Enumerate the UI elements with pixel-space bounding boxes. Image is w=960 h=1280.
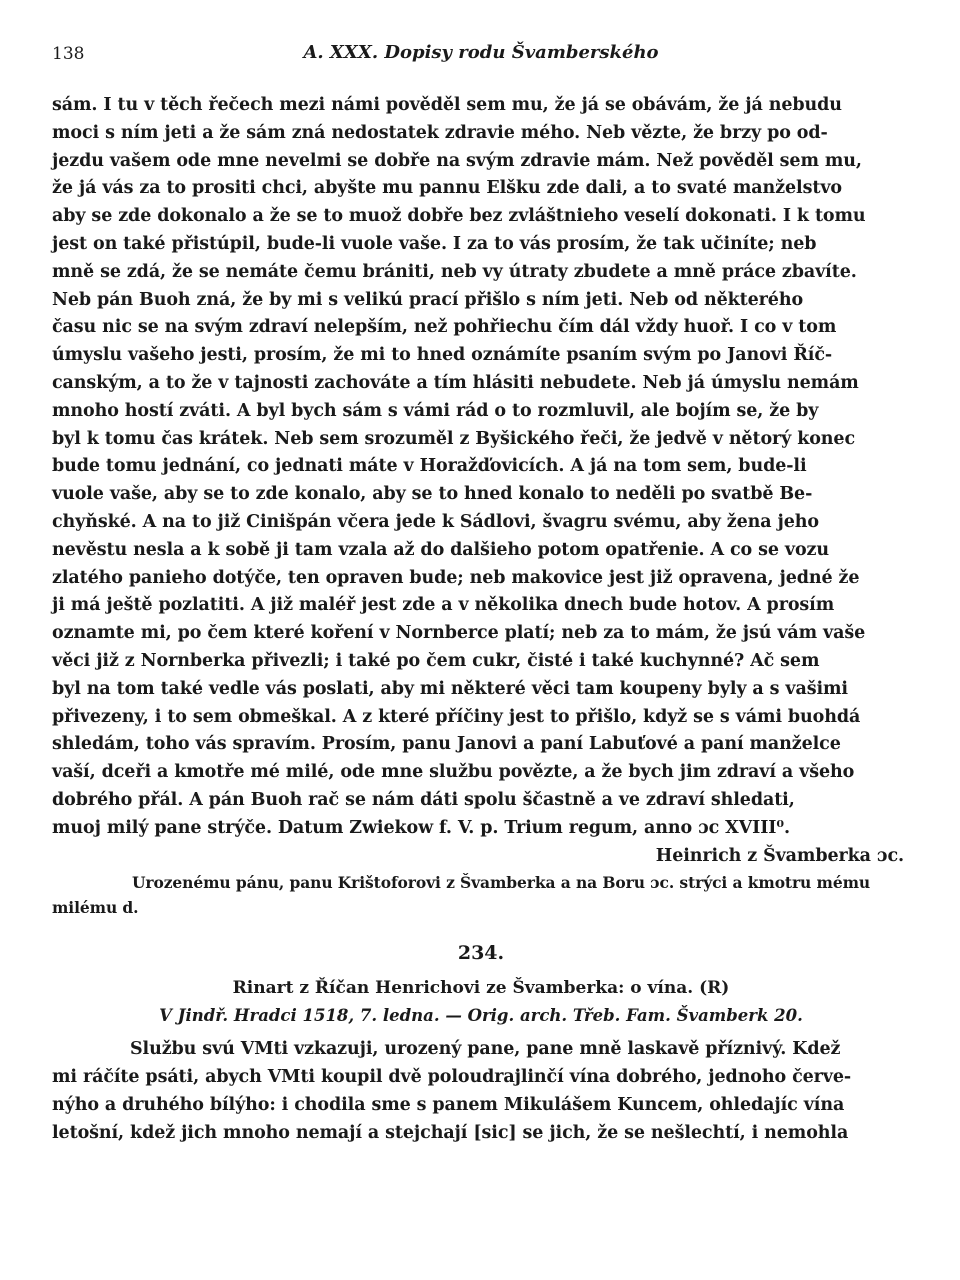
text-line: zlatého panieho dotýče, ten opraven bude; neb makovice jest již opravena, jedné že [52,567,860,588]
text-line: jezdu vašem ode mne nevelmi se dobře na svým zdravie mám. Než pověděl sem mu, [52,150,862,171]
text-line: canským, a to že v tajnosti zachováte a tím hlásiti nebudete. Neb já úmyslu nemám [52,372,859,393]
page-header [52,40,910,74]
text-line: aby se zde dokonalo a že se to muož dobře bez zvláštnieho veselí dokonati. I k tomu [52,206,866,227]
text-line: vuole vaše, aby se to zde konalo, aby se to hned konalo to neděli po svatbě Be- [52,484,813,505]
document-heading: Rinart z Říčan Henrichovi ze Švamberka: o vína. (R) [232,978,730,999]
text-line: času nic se na svým zdraví nelepším, než pohřiechu čím dál vždy huoř. I co v tom [52,317,837,338]
text-line: mně se zdá, že se nemáte čemu brániti, neb vy útraty zbudete a mně práce zbavíte. [52,261,857,282]
address-line: milému d. [52,898,139,918]
text-line: mi ráčíte psáti, abych VMti koupil dvě poloudrajlinčí vína dobrého, jednoho červe- [52,1067,852,1088]
document-number: 234. [457,942,505,965]
text-line: nýho a druhého bílýho: i chodila sme s panem Mikulášem Kuncem, ohledajíc vína [52,1094,845,1115]
text-line: ji má ještě pozlatiti. A již maléř jest zde a v několika dnech bude hotov. A prosím [52,595,835,616]
text-line: shledám, toho vás spravím. Prosím, panu Janovi a paní Labuťové a paní manželce [52,734,841,755]
text-line: moci s ním jeti a že sám zná nedostatek zdravie mého. Neb vězte, že brzy po od- [52,122,828,143]
address-line: Urozenému pánu, panu Krištoforovi z Švamberka a na Boru ɔc. strýci a kmotru mému [132,873,871,893]
page-number: 138 [52,44,85,64]
document-source: V Jindř. Hradci 1518, 7. ledna. — Orig. arch. Třeb. Fam. Švamberk 20. [159,1006,803,1026]
text-line: jest on také přistúpil, bude-li vuole vaše. I za to vás prosím, že tak učiníte; neb [52,233,817,254]
text-line: oznamte mi, po čem které koření v Nornberce platí; neb za to mám, že jsú vám vaše [52,623,866,644]
text-line: věci již z Nornberka přivezli; i také po čem cukr, čisté i také kuchynné? Ač sem [52,650,820,671]
text-line: mnoho hostí zváti. A byl bych sám s vámi rád o to rozmluvil, ale bojím se, že by [52,400,819,421]
text-line: byl k tomu čas krátek. Neb sem srozuměl z Byšického řeči, že jedvě v nětorý konec [52,428,856,449]
document-page [52,40,910,1148]
text-line: vaší, dceři a kmotře mé milé, ode mne službu povězte, a že bych jim zdraví a všeho [52,762,855,783]
text-line: bude tomu jednání, co jednati máte v Horažďovicích. A já na tom sem, bude-li [52,456,807,477]
text-line: chyňské. A na to již Cinišpán včera jede k Sádlovi, švagru svému, aby žena jeho [52,511,819,532]
text-line: letošní, kdež jich mnoho nemají a stejchají [sic] se jich, že se nešlechtí, i nemohla [52,1122,849,1143]
text-line: byl na tom také vedle vás poslati, aby mi některé věci tam koupeny byly a s vašimi [52,678,848,699]
text-line: že já vás za to prositi chci, abyšte mu pannu Elšku zde dali, a to svaté manželstvo [52,178,842,199]
text-line: dobrého přál. A pán Buoh rač se nám dáti spolu ščastně a ve zdraví shledati, [52,789,795,810]
text-line: nevěstu nesla a k sobě ji tam vzala až do dalšieho potom opatřenie. A co se vozu [52,539,830,560]
signature: Heinrich z Švamberka ɔc. [655,845,904,866]
letter-body [52,92,910,870]
text-line: úmyslu vašeho jesti, prosím, že mi to hned oznámíte psaním svým po Janovi Říč- [52,345,833,366]
address-block [52,870,910,920]
text-line: sám. I tu v těch řečech mezi námi pověděl sem mu, že já se obávám, že já nebudu [52,95,842,115]
second-letter-body [52,1036,910,1147]
text-line: přivezeny, i to sem obmeškal. A z které příčiny jest to přišlo, když se s vámi buohdá [52,706,861,727]
text-line: Neb pán Buoh zná, že by mi s velikú prací přišlo s ním jeti. Neb od některého [52,289,804,310]
running-title: A. XXX. Dopisy rodu Švamberského [303,42,659,63]
text-line: Službu svú VMti vzkazuji, urozený pane, pane mně laskavě příznivý. Kdež [130,1039,841,1060]
text-line: muoj milý pane strýče. Datum Zwiekow f. V. p. Trium regum, anno ɔc XVIII⁰. [52,817,790,838]
